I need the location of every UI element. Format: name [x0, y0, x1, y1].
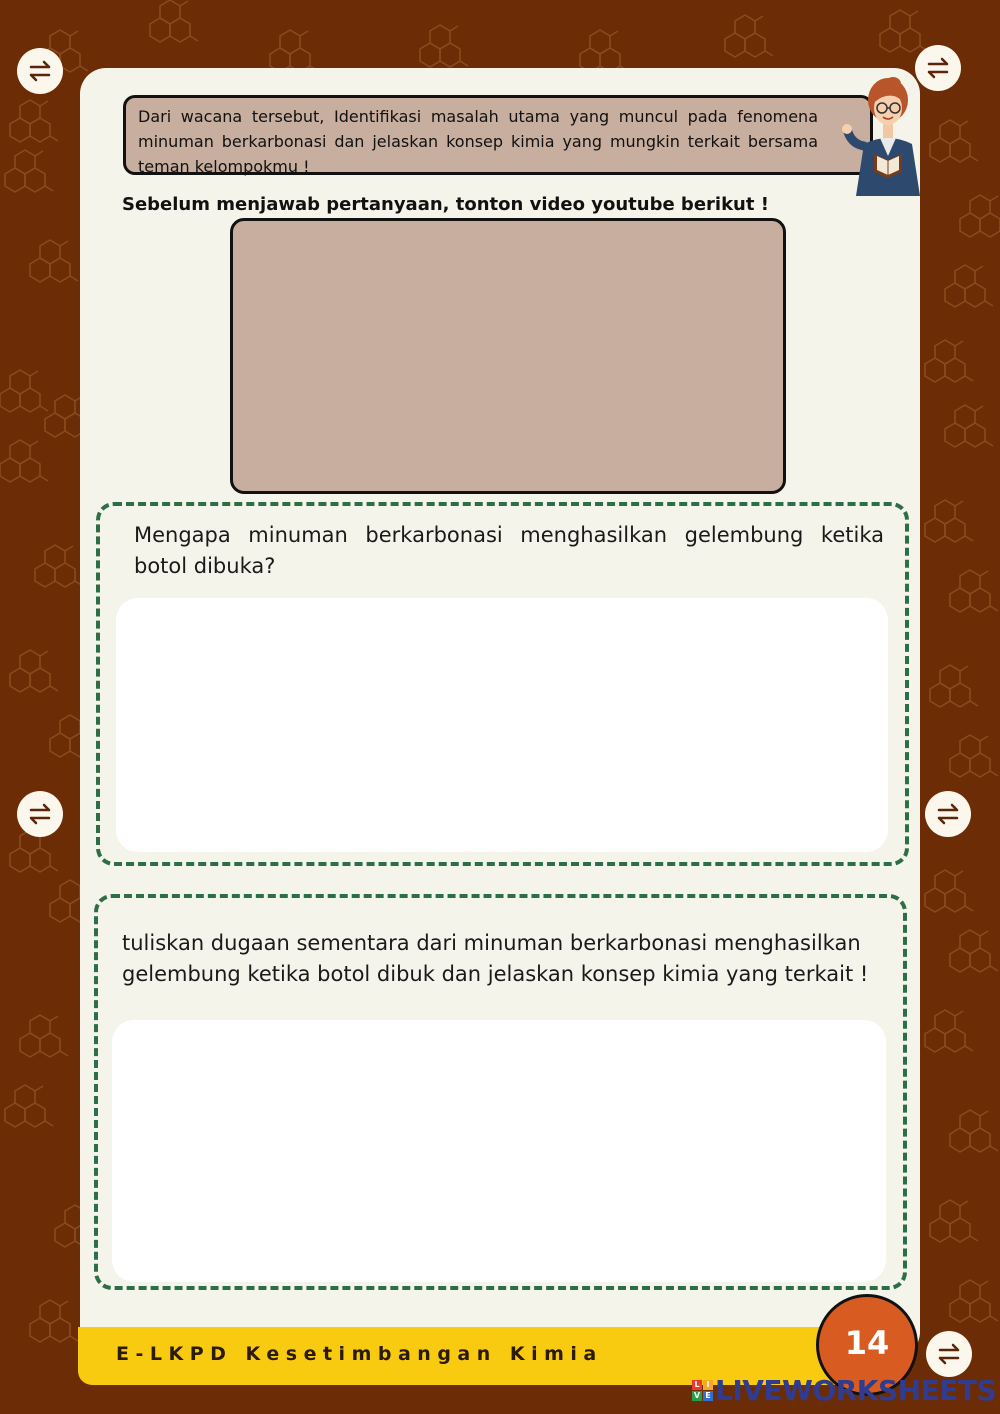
- footer-title: E-LKPD Kesetimbangan Kimia: [116, 1343, 603, 1365]
- swap-button-middle-right[interactable]: [925, 791, 971, 837]
- question-2-answer-field[interactable]: [112, 1020, 886, 1282]
- video-section-heading: Sebelum menjawab pertanyaan, tonton video youtube berikut !: [122, 194, 769, 215]
- swap-button-top-right[interactable]: [915, 45, 961, 91]
- logo-letter-l: L: [692, 1380, 702, 1390]
- instruction-text: Dari wacana tersebut, Identifikasi masalah utama yang muncul pada fenomena minuman berkarbonasi dan jelaskan konsep kimia yang mungkin terkait bersama teman kelompokmu !: [138, 107, 818, 176]
- instruction-box: [123, 95, 873, 175]
- teacher-illustration-icon: [836, 74, 936, 196]
- question-2-prompt: tuliskan dugaan sementara dari minuman berkarbonasi menghasilkan gelembung ketika botol dibuk dan jelaskan konsep kimia yang terkait !: [122, 931, 869, 986]
- swap-arrows-icon: [924, 54, 952, 82]
- swap-arrows-icon: [26, 57, 54, 85]
- logo-letter-e: E: [703, 1391, 713, 1401]
- swap-arrows-icon: [26, 800, 54, 828]
- swap-button-bottom-right[interactable]: [926, 1331, 972, 1377]
- liveworksheets-badge[interactable]: [692, 1374, 996, 1407]
- swap-button-top-left[interactable]: [17, 48, 63, 94]
- swap-arrows-icon: [935, 1340, 963, 1368]
- swap-arrows-icon: [934, 800, 962, 828]
- logo-letter-v: V: [693, 1391, 701, 1400]
- page-number: 14: [844, 1324, 890, 1362]
- question-1-answer-field[interactable]: [116, 598, 888, 852]
- liveworksheets-logo-icon: [692, 1380, 713, 1401]
- question-box-1: [96, 502, 909, 866]
- logo-letter-i: I: [703, 1380, 713, 1390]
- liveworksheets-text: LIVEWORKSHEETS: [715, 1374, 997, 1407]
- swap-button-middle-left[interactable]: [17, 791, 63, 837]
- question-1-prompt: Mengapa minuman berkarbonasi menghasilkan gelembung ketika botol dibuka?: [134, 523, 884, 578]
- question-box-2: [94, 894, 907, 1290]
- video-embed-placeholder[interactable]: [230, 218, 786, 494]
